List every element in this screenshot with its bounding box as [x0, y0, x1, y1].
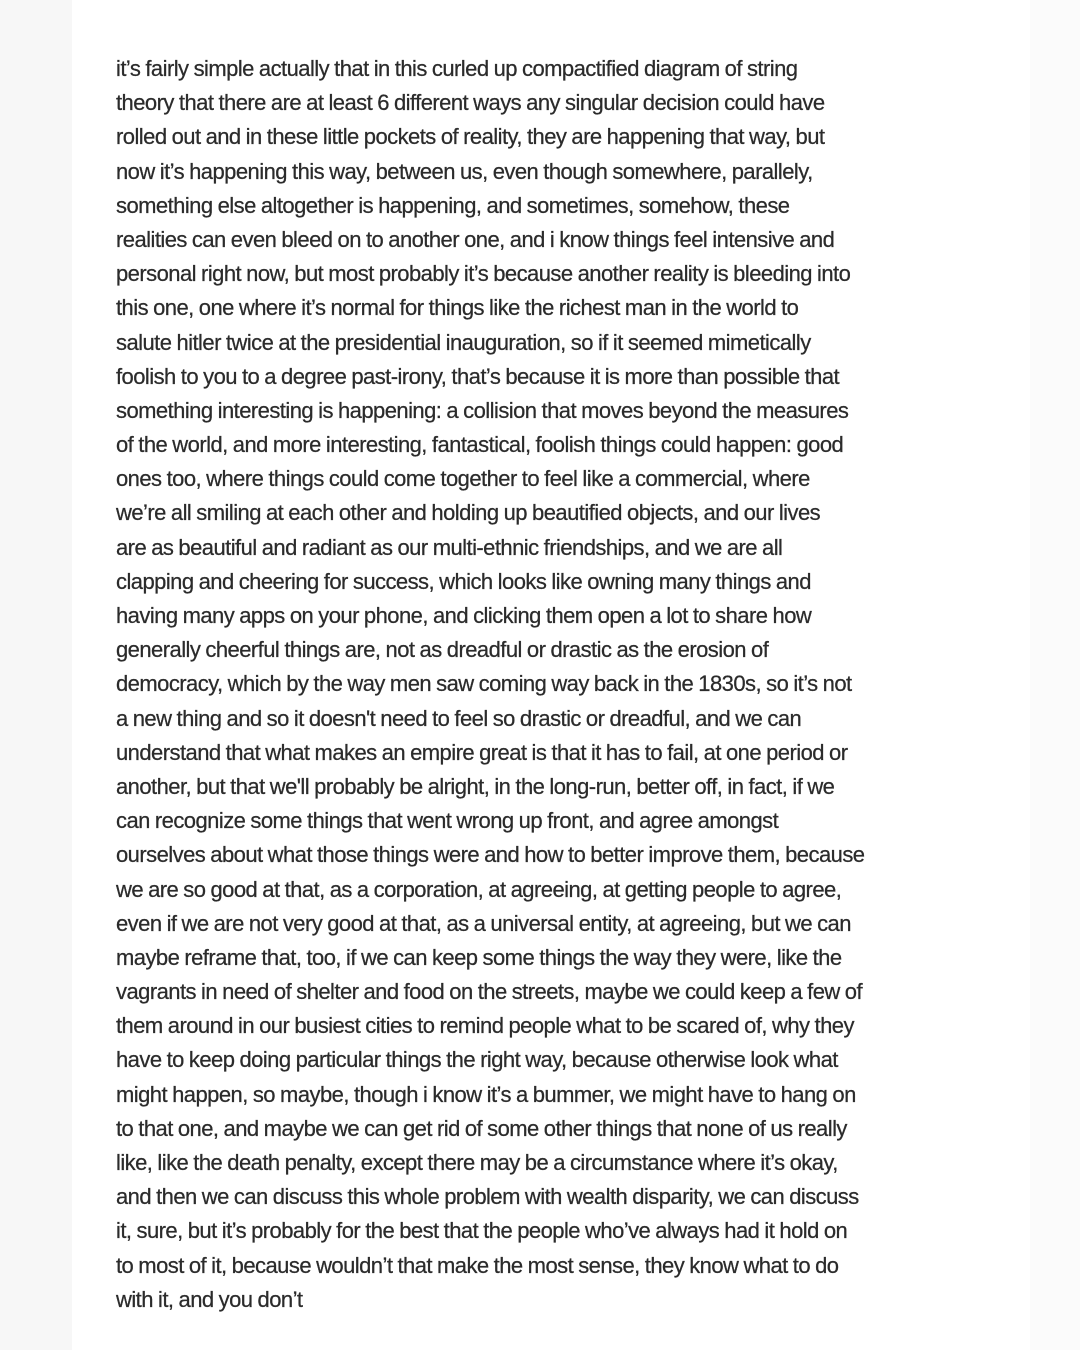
- text-line: them around in our busiest cities to remind people what to be scared of, why they: [116, 1013, 854, 1039]
- text-line: and then we can discuss this whole problem with wealth disparity, we can discuss: [116, 1184, 859, 1210]
- text-line: clapping and cheering for success, which looks like owning many things and: [116, 568, 811, 594]
- text-line: are as beautiful and radiant as our multi-ethnic friendships, and we are all: [116, 534, 783, 560]
- text-line: having many apps on your phone, and clicking them open a lot to share how: [116, 603, 812, 628]
- page-left-shadow: [0, 0, 72, 1350]
- text-line: now it’s happening this way, between us, even though somewhere, parallely,: [116, 158, 813, 184]
- text-line: to that one, and maybe we can get rid of some other things that none of us really: [116, 1115, 847, 1141]
- text-line: ourselves about what those things were and how to better improve them, because: [116, 842, 865, 868]
- text-line: of the world, and more interesting, fantastical, foolish things could happen: good: [116, 432, 844, 458]
- text-line: we’re all smiling at each other and holding up beautified objects, and our lives: [116, 500, 821, 526]
- page-right-shadow: [1030, 0, 1080, 1350]
- text-line: democracy, which by the way men saw coming way back in the 1830s, so it’s not: [116, 671, 852, 697]
- text-line: to most of it, because wouldn’t that make the most sense, they know what to do: [116, 1252, 839, 1278]
- text-line: realities can even bleed on to another one, and i know things feel intensive and: [116, 226, 835, 252]
- text-line: like, like the death penalty, except there may be a circumstance where it’s okay,: [116, 1150, 838, 1175]
- text-line: theory that there are at least 6 different ways any singular decision could have: [116, 90, 825, 116]
- text-line: something interesting is happening: a collision that moves beyond the measures: [116, 397, 849, 423]
- body-text: [116, 52, 956, 1317]
- text-line: ones too, where things could come together to feel like a commercial, where: [116, 466, 810, 492]
- text-line: generally cheerful things are, not as dreadful or drastic as the erosion of: [116, 637, 769, 663]
- text-line: a new thing and so it doesn't need to feel so drastic or dreadful, and we can: [116, 705, 802, 731]
- text-line: this one, one where it’s normal for things like the richest man in the world to: [116, 295, 799, 321]
- text-line: rolled out and in these little pockets of reality, they are happening that way, but: [116, 124, 825, 150]
- text-line: it, sure, but it’s probably for the best that the people who’ve always had it hold on: [116, 1218, 848, 1244]
- text-line: understand that what makes an empire great is that it has to fail, at one period or: [116, 739, 848, 765]
- text-line: might happen, so maybe, though i know it’s a bummer, we might have to hang on: [116, 1081, 856, 1107]
- text-line: it’s fairly simple actually that in this curled up compactified diagram of string: [116, 56, 798, 81]
- text-line: another, but that we'll probably be alright, in the long-run, better off, in fact, if we: [116, 773, 835, 799]
- text-line: maybe reframe that, too, if we can keep some things the way they were, like the: [116, 944, 842, 970]
- text-line: can recognize some things that went wrong up front, and agree amongst: [116, 808, 779, 834]
- text-line: personal right now, but most probably it’s because another reality is bleeding into: [116, 261, 851, 287]
- text-line: salute hitler twice at the presidential inauguration, so if it seemed mimetically: [116, 329, 811, 355]
- text-line: have to keep doing particular things the right way, because otherwise look what: [116, 1047, 838, 1073]
- text-line: something else altogether is happening, and sometimes, somehow, these: [116, 192, 790, 218]
- text-line: vagrants in need of shelter and food on the streets, maybe we could keep a few of: [116, 979, 863, 1005]
- text-line: we are so good at that, as a corporation, at agreeing, at getting people to agree,: [116, 876, 842, 902]
- text-line: even if we are not very good at that, as a universal entity, at agreeing, but we can: [116, 910, 851, 936]
- text-line: with it, and you don’t: [116, 1286, 303, 1312]
- text-line: foolish to you to a degree past-irony, that’s because it is more than possible that: [116, 363, 840, 389]
